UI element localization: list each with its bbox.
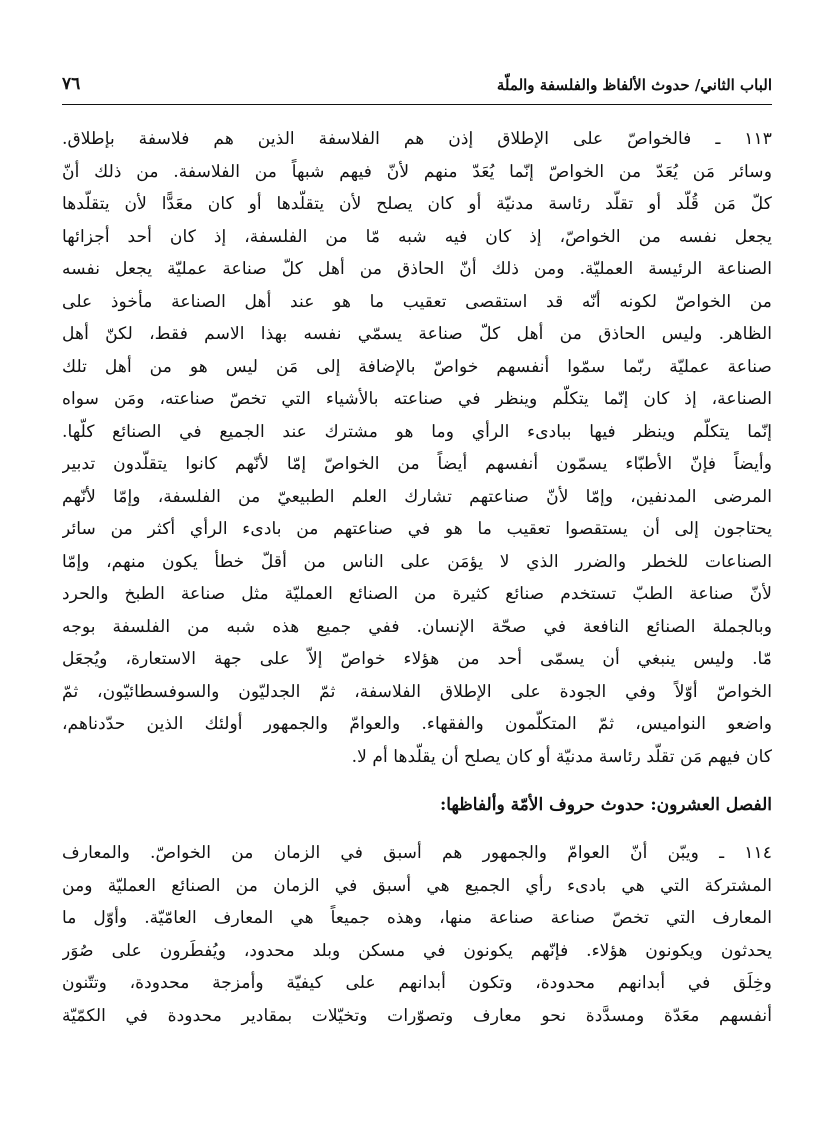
text-line: الصناعات للخطر والضرر الذي لا يؤمَن على الناس من أقلّ خطأ يكون منهم، وإمّا	[62, 551, 772, 572]
text-line: وأيضاً فإنّ الأطبّاء يسمّون أنفسهم أيضاً من الخواصّ إمّا لأنّهم كانوا يتقلّدون تدبير	[62, 454, 772, 474]
text-line: الخواصّ أوّلاً وفي الجودة على الإطلاق الفلاسفة، ثمّ الجدليّون والسوفسطائيّون، ثمّ	[62, 681, 772, 702]
text-line: الصناعة، إذ كان إنّما يتكلّم وينظر في صناعته بالأشياء التي تخصّ صناعته، ومَن سواه	[62, 389, 772, 409]
text-line: يحدثون ويكونون هؤلاء. فإنّهم يكونون في مسكن وبلد محدود، ويُفطَرون على صُوَر	[62, 940, 772, 961]
page-number: ٧٦	[62, 74, 81, 94]
running-header	[62, 70, 772, 105]
text-line: أنفسهم معَدّة ومسدَّدة نحو معارف وتصوّرات وتخيّلات بمقادير محدودة في الكمّيّة	[62, 1005, 772, 1026]
text-line: وخِلَق في أبدانهم محدودة، وتكون أبدانهم على كيفيّة وأمزجة محدودة، وتتّنون	[62, 973, 772, 993]
paragraph-113	[62, 123, 772, 773]
document-page	[62, 70, 772, 1120]
text-line: صناعة عمليّة ربّما سمّوا أنفسهم خواصّ بالإضافة إلى مَن ليس هو من أهل تلك	[62, 356, 772, 377]
text-line: الظاهر. وليس الحاذق من أهل كلّ صناعة يسمّي نفسه بهذا الاسم فقط، لكنّ أهل	[62, 324, 772, 344]
text-line: واضعو النواميس، ثمّ المتكلّمون والفقهاء. والعوامّ والجمهور أولئك الذين حدّدناهم،	[62, 714, 772, 734]
text-line: من الخواصّ لكونه أنّه قد استقصى تعقيب ما هو عند أهل الصناعة مأخوذ على	[62, 291, 772, 312]
text-line: لأنّ صناعة الطبّ تستخدم صنائع كثيرة من الصنائع العمليّة مثل صناعة الطبخ والحرد	[62, 584, 772, 604]
text-line: المشتركة التي هي بادىء رأي الجميع هي أسبق في الزمان من الصنائع العمليّة ومن	[62, 875, 772, 896]
text-line: ١١٤ ـ ويبّن أنّ العوامّ والجمهور هم أسبق في الزمان من الخواصّ. والمعارف	[62, 843, 772, 863]
text-line: يجعل نفسه من الخواصّ، إذ كان فيه شبه مّا من الفلسفة، إذ كان أحد أجزائها	[62, 226, 772, 247]
text-line: الصناعة الرئيسة العمليّة. ومن ذلك أنّ الحاذق من أهل كلّ صناعة عمليّة يجعل نفسه	[62, 259, 772, 279]
paragraph-114	[62, 837, 772, 1032]
text-line: كان فيهم مَن تقلّد رئاسة مدنيّة أو كان يصلح أن يقلّدها أم لا.	[351, 746, 772, 767]
text-line: إنّما يتكلّم وينظر فيها ببادىء الرأي وما هو مشترك عند الجميع في الصنائع كلّها.	[62, 421, 772, 442]
text-line: ١١٣ ـ فالخواصّ على الإطلاق إذن هم الفلاسفة الذين هم فلاسفة بإطلاق.	[62, 129, 772, 149]
text-line: كلّ مَن قُلّد أو تقلّد رئاسة مدنيّة أو كان يصلح لأن يتقلّدها أو كان معَدًّا لأن يتقلّدها	[62, 194, 772, 214]
text-line: المرضى المدنفين، وإمّا لأنّ صناعتهم تشارك العلم الطبيعيّ من الفلسفة، وإمّا لأنّهم	[62, 486, 772, 507]
section-heading: الفصل العشرون: حدوث حروف الأمّة وألفاظها:	[439, 795, 772, 815]
text-line: وسائر مَن يُعَدّ من الخواصّ إنّما يُعَدّ منهم لأنّ فيهم شبهاً من الفلاسفة. من ذلك أنّ	[62, 161, 772, 182]
text-line: المعارف التي تخصّ صناعة صناعة منها، وهذه جميعاً هي المعارف العامّيّة. وأوّل ما	[62, 908, 772, 928]
text-line: يحتاجون إلى أن يستقصوا تعقيب ما هو في صناعتهم من بادىء الرأي أكثر من سائر	[62, 519, 772, 539]
header-title: الباب الثاني/ حدوث الألفاظ والفلسفة والملّة	[496, 76, 772, 94]
text-line: مّا. وليس ينبغي أن يسمّى أحد من هؤلاء خواصّ إلاّ على جهة الاستعارة، ويُجعَل	[62, 649, 772, 669]
text-line: وبالجملة الصنائع النافعة في صحّة الإنسان. ففي جميع هذه شبه من الفلسفة بوجه	[62, 616, 772, 637]
